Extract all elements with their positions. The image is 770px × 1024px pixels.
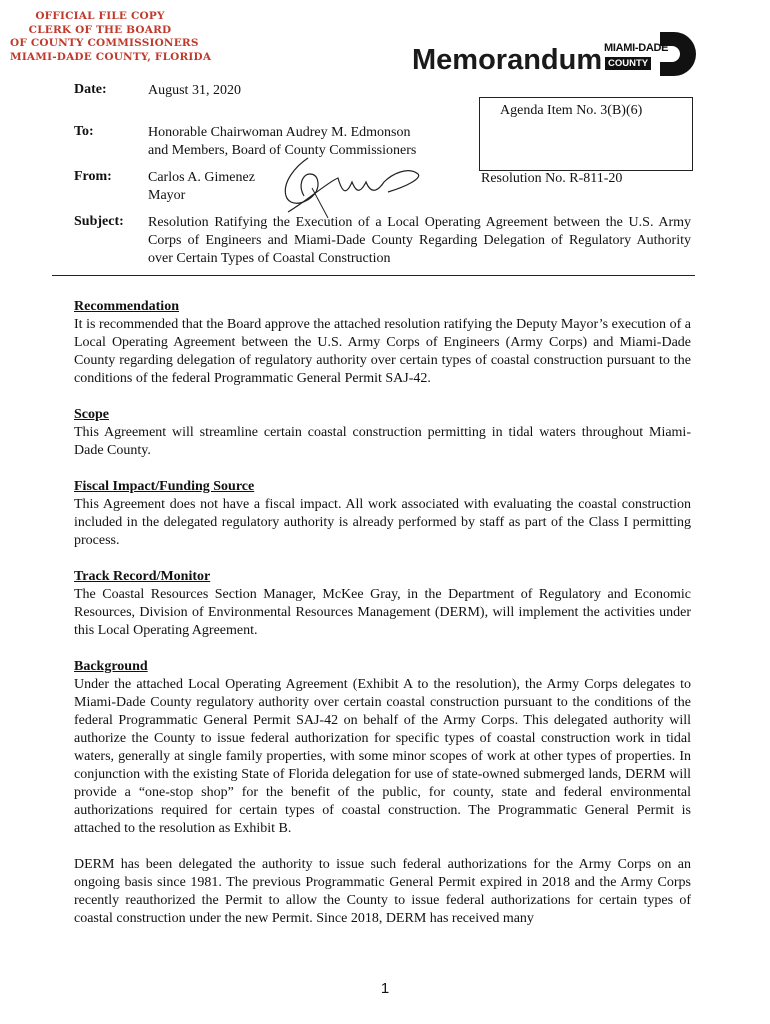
stamp-line-3: OF COUNTY COMMISSIONERS xyxy=(10,37,199,49)
section-paragraph: DERM has been delegated the authority to issue such federal authorizations for the Army Corps on an ongoing basis since 1981. The previous Programmatic General Permit expired in 2018 and the Army Corps recently reauthorized the Permit to allow the County to issue federal authorizations for certain types of coastal construction under the new Permit. Since 2018, DERM has received many xyxy=(74,857,691,926)
from-label: From: xyxy=(74,169,112,184)
official-file-copy-stamp xyxy=(10,10,212,64)
to-line-1: Honorable Chairwoman Audrey M. Edmonson xyxy=(148,125,411,140)
section-scope xyxy=(74,406,691,460)
subject-label: Subject: xyxy=(74,214,124,229)
from-line-2: Mayor xyxy=(148,188,186,203)
section-paragraph: This Agreement will streamline certain coastal construction permitting in tidal waters throughout Miami-Dade County. xyxy=(74,425,691,458)
section-paragraph: Under the attached Local Operating Agreement (Exhibit A to the resolution), the Army Corps delegates to Miami-Dade County regulatory authority over certain coastal construction pursuant to the conditions of the federal Programmatic General Permit SAJ-42 on behalf of the Army Corps. This delegated authority will authorize the County to issue federal authorization for specific types of coastal construction work in tidal waters, generally at single family properties, with some minor scopes of work at other types of properties. In conjunction with the existing State of Florida delegation for use of state-owned submerged lands, DERM will provide a “one-stop shop” for the benefit of the public, for county, state and federal environmental authorizations required for certain types of coastal construction. The Programmatic General Permit is attached to the resolution as Exhibit B. xyxy=(74,677,691,836)
section-fiscal-impact xyxy=(74,478,691,550)
logo-text-top: MIAMI-DADE xyxy=(604,42,669,54)
page-number: 1 xyxy=(380,980,390,997)
resolution-number: Resolution No. R-811-20 xyxy=(481,171,623,186)
stamp-line-4: MIAMI-DADE COUNTY, FLORIDA xyxy=(10,50,212,63)
miami-dade-logo xyxy=(604,32,696,76)
logo-d-mark-icon xyxy=(660,32,696,76)
section-paragraph: This Agreement does not have a fiscal impact. All work associated with evaluating the coastal construction included in the delegated regulatory authority is already performed by staff as part of the Class I permitting process. xyxy=(74,497,691,548)
header-divider xyxy=(52,275,695,276)
from-value xyxy=(148,169,255,205)
date-label: Date: xyxy=(74,82,107,97)
section-paragraph: It is recommended that the Board approve the attached resolution ratifying the Deputy Mayor’s execution of a Local Operating Agreement between the U.S. Army Corps of Engineers (Army Corps) and Miami-Dade County regarding delegation of regulatory authority over certain types of coastal construction pursuant to the conditions of the federal Programmatic General Permit SAJ-42. xyxy=(74,317,691,386)
memo-title: Memorandum xyxy=(412,44,603,76)
mayor-signature xyxy=(268,152,428,222)
stamp-line-1: OFFICIAL FILE COPY xyxy=(35,10,165,22)
section-recommendation xyxy=(74,298,691,388)
section-paragraph: The Coastal Resources Section Manager, McKee Gray, in the Department of Regulatory and Economic Resources, Division of Environmental Resources Management (DERM), will implement the activities under this Local Operating Agreement. xyxy=(74,587,691,638)
section-heading: Fiscal Impact/Funding Source xyxy=(74,479,255,494)
logo-text-bottom: COUNTY xyxy=(605,57,651,70)
date-value: August 31, 2020 xyxy=(148,83,241,98)
stamp-line-2: CLERK OF THE BOARD xyxy=(28,23,172,36)
agenda-item-number: Agenda Item No. 3(B)(6) xyxy=(500,103,643,118)
section-heading: Background xyxy=(74,659,148,674)
memo-body xyxy=(74,298,691,946)
to-label: To: xyxy=(74,124,94,139)
section-background-continued xyxy=(74,856,691,928)
section-background xyxy=(74,658,691,838)
subject-text: Resolution Ratifying the Execution of a Local Operating Agreement between the U.S. Army Corps of Engineers and Miami-Dade County Regarding Delegation of Regulatory Authority over Certain Types of Coastal Construction xyxy=(148,215,691,266)
section-heading: Recommendation xyxy=(74,299,179,314)
section-heading: Track Record/Monitor xyxy=(74,569,211,584)
from-line-1: Carlos A. Gimenez xyxy=(148,170,255,185)
to-line-2: and Members, Board of County Commissioners xyxy=(148,143,417,158)
section-heading: Scope xyxy=(74,407,109,422)
section-track-record xyxy=(74,568,691,640)
